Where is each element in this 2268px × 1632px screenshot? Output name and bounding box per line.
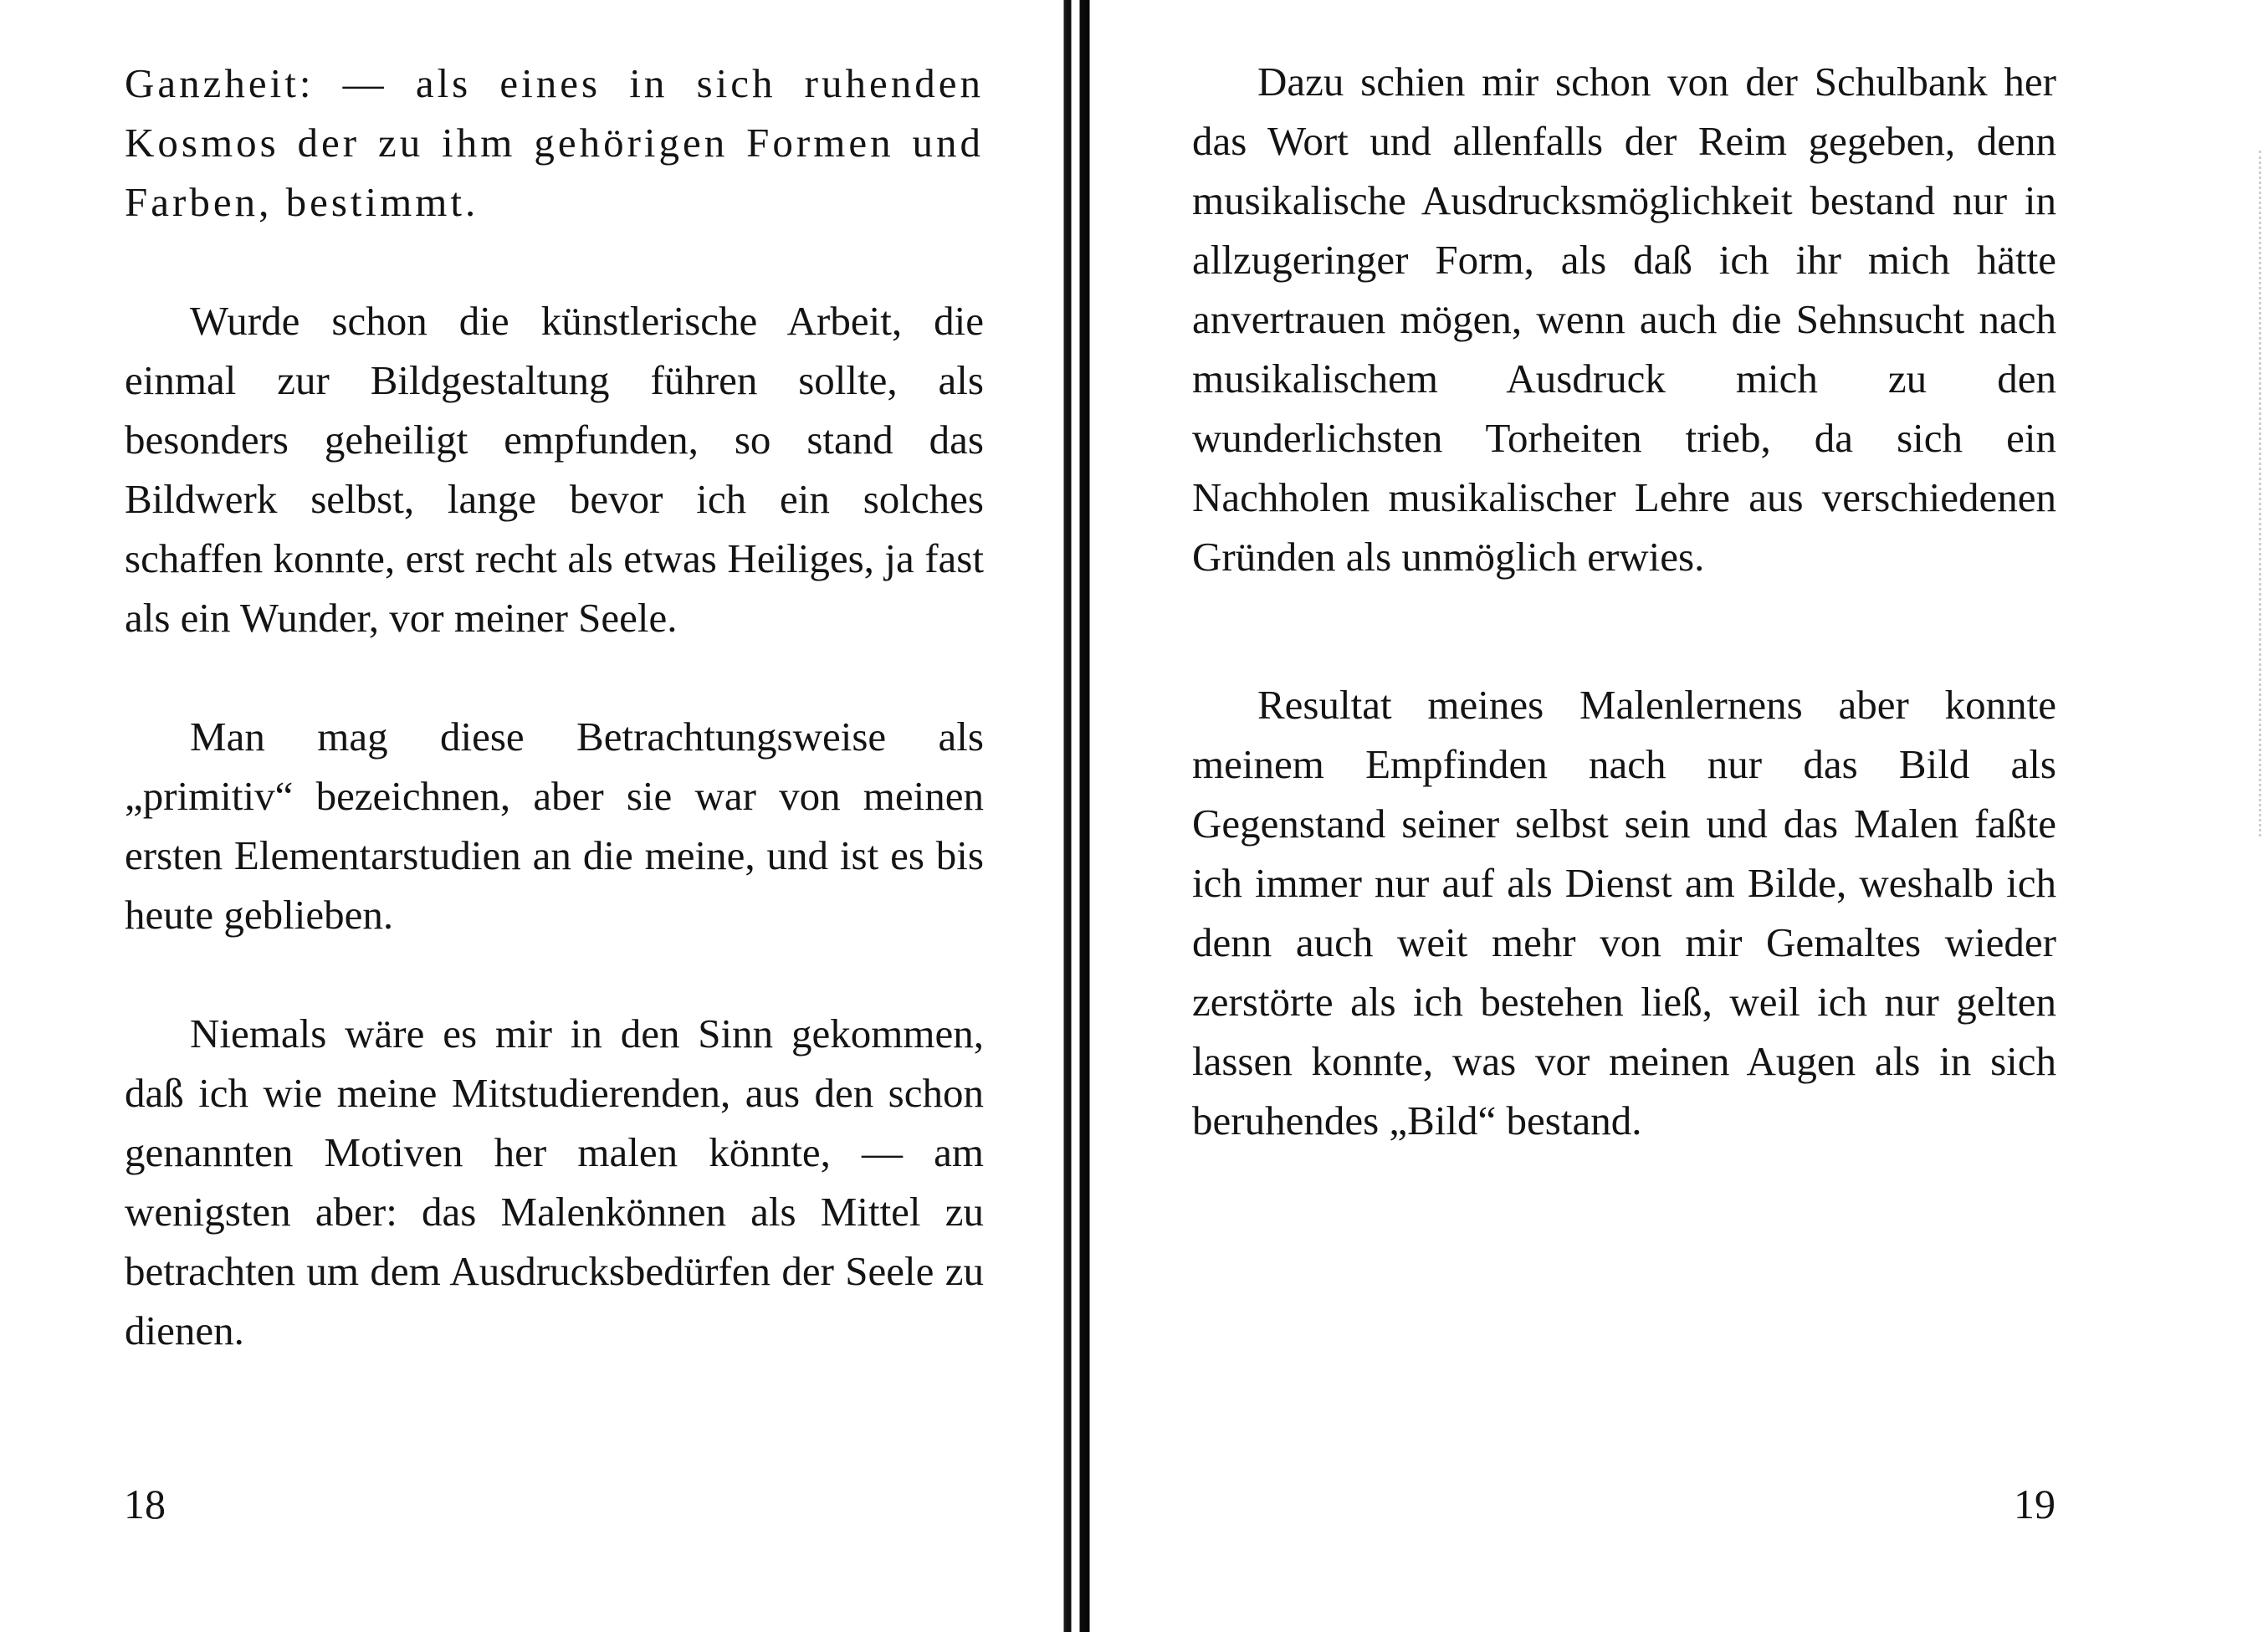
right-page <box>1092 0 2268 1632</box>
paragraph: Resultat meines Malenlernens aber konnte meinem Empfinden nach nur das Bild als Gegenstand seiner selbst sein und das Malen faßte ich immer nur auf als Dienst am Bilde, weshalb ich denn auch weit mehr von mir Gemaltes wieder zerstörte als ich bestehen ließ, weil ich nur gelten lassen konnte, was vor meinen Augen als in sich beruhendes „Bild“ bestand. <box>1192 682 2056 1143</box>
paragraph: Wurde schon die künstlerische Arbeit, die einmal zur Bildgestaltung führen sollte, als besonders geheiligt empfunden, so stand das Bildwerk selbst, lange bevor ich ein solches schaffen konnte, erst recht als etwas Heiliges, ja fast als ein Wunder, vor meiner Seele. <box>125 298 984 641</box>
paragraph: Dazu schien mir schon von der Schulbank her das Wort und allenfalls der Reim gegeben, denn musikalische Ausdrucksmöglichkeit bestand nur in allzugeringer Form, als daß ich ihr mich hätte anvertrauen mögen, wenn auch die Sehnsucht nach musikalischem Ausdruck mich zu den wunderlichsten Torheiten trieb, da sich ein Nachholen musikalischer Lehre aus verschiedenen Gründen als unmöglich erwies. <box>1192 59 2056 580</box>
paragraph: Ganzheit: — als eines in sich ruhenden Kosmos der zu ihm gehörigen Formen und Farben, bestimmt. <box>125 60 984 225</box>
paragraph: Man mag diese Betrachtungsweise als „primitiv“ bezeichnen, aber sie war von meinen ersten Elementarstudien an die meine, und ist es bis heute geblieben. <box>125 714 984 938</box>
paragraph: Niemals wäre es mir in den Sinn gekommen, daß ich wie meine Mitstudierenden, aus den schon genannten Motiven her malen könnte, — am wenigsten aber: das Malenkönnen als Mittel zu betrachten um dem Ausdrucksbedürfen der Seele zu dienen. <box>125 1010 984 1353</box>
left-page <box>0 0 1061 1632</box>
page-edge-shadow <box>2254 151 2261 836</box>
page-number: 19 <box>2014 1481 2056 1527</box>
page-number: 18 <box>124 1481 166 1527</box>
right-page-text <box>1192 52 2056 1210</box>
left-page-text <box>125 54 984 1420</box>
book-gutter <box>1061 0 1092 1632</box>
